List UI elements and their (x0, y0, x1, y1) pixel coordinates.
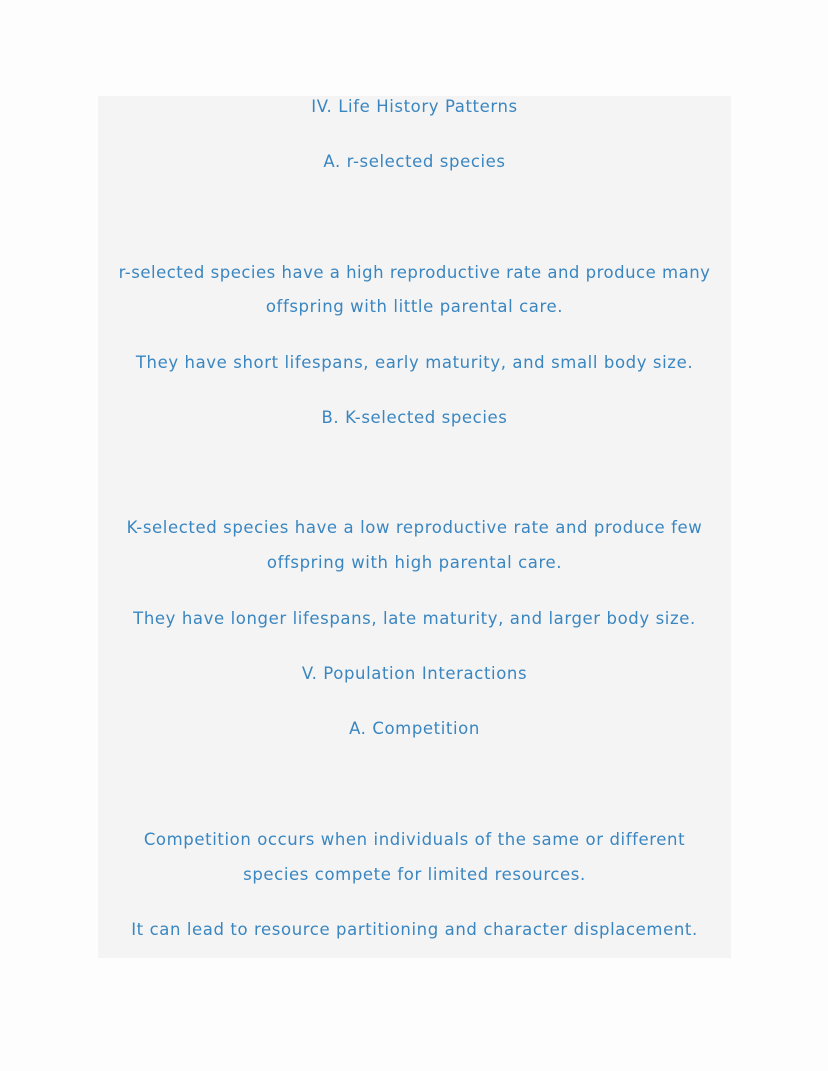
k-selected-paragraph-line-1: K-selected species have a low reproductive rate and produce few (126, 518, 703, 537)
competition-result: It can lead to resource partitioning and character displacement. (131, 920, 698, 939)
competition-paragraph-line-2: species compete for limited resources. (243, 865, 586, 884)
k-selected-paragraph-line-2: offspring with high parental care. (266, 553, 563, 572)
k-selected-traits: They have longer lifespans, late maturity, and larger body size. (133, 609, 696, 628)
r-selected-paragraph-line-1: r-selected species have a high reproductive rate and produce many (118, 263, 711, 282)
subheading-competition: A. Competition (349, 719, 480, 738)
section-heading-v: V. Population Interactions (301, 664, 528, 683)
r-selected-traits: They have short lifespans, early maturity, and small body size. (135, 353, 694, 372)
subheading-k-selected: B. K-selected species (321, 408, 508, 427)
section-heading-iv: IV. Life History Patterns (311, 97, 518, 116)
subheading-r-selected: A. r-selected species (323, 152, 506, 171)
r-selected-paragraph-line-2: offspring with little parental care. (265, 297, 564, 316)
content-panel (98, 96, 731, 958)
competition-paragraph-line-1: Competition occurs when individuals of the same or different (143, 830, 686, 849)
